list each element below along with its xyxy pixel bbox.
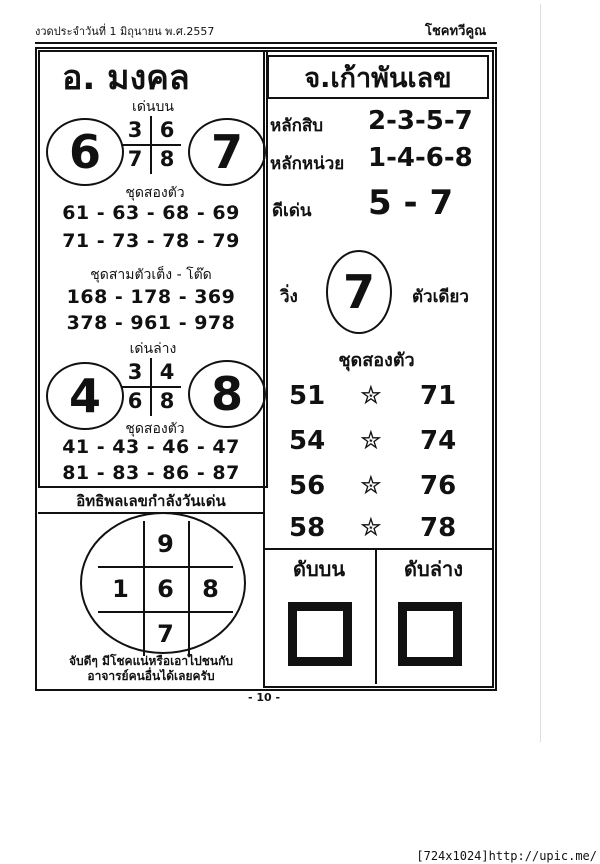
featured-digits: 5 - 7 xyxy=(368,183,454,223)
bottom-box-label: ดับล่าง xyxy=(404,557,463,581)
pair-label-1: ชุดสองตัว xyxy=(125,185,185,201)
page-number: - 10 - xyxy=(248,691,281,704)
star-icon: ✮ xyxy=(360,381,382,411)
lower-cross-grid xyxy=(121,358,181,416)
upper-cross-bl: 7 xyxy=(127,147,143,171)
pair-label-2: ชุดสองตัว xyxy=(125,421,185,437)
grid-right: 8 xyxy=(202,574,219,603)
star-pair-1-b: 71 xyxy=(420,381,457,411)
column-name: โชคทวีคูณ xyxy=(425,24,487,39)
triples-row-1: 168 - 178 - 369 xyxy=(66,286,236,308)
run-label: วิ่ง xyxy=(280,287,298,307)
star-icon: ✮ xyxy=(360,426,382,456)
star-pair-2-b: 74 xyxy=(420,426,457,456)
lower-cross-tr: 4 xyxy=(159,360,175,384)
grid-left: 1 xyxy=(112,574,129,603)
grid-top: 9 xyxy=(157,529,174,558)
grid-bottom: 7 xyxy=(157,619,174,648)
issue-date: งวดประจำวันที่ 1 มิถุนายน พ.ศ.2557 xyxy=(35,25,215,38)
lower-cross-tl: 3 xyxy=(127,360,143,384)
star-pair-1-a: 51 xyxy=(289,381,326,411)
right-pairs-label: ชุดสองตัว xyxy=(338,350,415,371)
pairs-2-row-2: 81 - 83 - 86 - 87 xyxy=(62,462,240,484)
star-pair-2-a: 54 xyxy=(289,426,326,456)
left-title: อ. มงคล xyxy=(62,58,190,98)
tens-label: หลักสิบ xyxy=(270,116,324,136)
pairs-1-row-1: 61 - 63 - 68 - 69 xyxy=(62,202,240,224)
influence-grid xyxy=(98,521,233,656)
bottom-box-square xyxy=(398,602,462,666)
star-pair-4-b: 78 xyxy=(420,513,457,543)
top-box-label: ดับบน xyxy=(292,557,346,581)
lower-big-left: 4 xyxy=(46,362,124,430)
lower-cross-bl: 6 xyxy=(127,389,143,413)
star-pair-3-b: 76 xyxy=(420,471,457,501)
lower-cross-br: 8 xyxy=(159,389,175,413)
upper-cross-tr: 6 xyxy=(159,118,175,142)
featured-label: ดีเด่น xyxy=(272,201,312,221)
lower-label: เด่นล่าง xyxy=(129,341,177,357)
units-digits: 1-4-6-8 xyxy=(368,143,473,173)
upper-label: เด่นบน xyxy=(132,99,174,115)
star-icon: ✮ xyxy=(360,471,382,501)
upper-cross-br: 8 xyxy=(159,147,175,171)
top-box-square xyxy=(288,602,352,666)
upper-cross-grid xyxy=(121,116,181,174)
single-label: ตัวเดียว xyxy=(412,287,469,307)
grid-center: 6 xyxy=(157,574,174,603)
upper-big-left: 6 xyxy=(46,118,124,186)
influence-title: อิทธิพลเลขกำลังวันเด่น xyxy=(76,492,226,510)
tens-digits: 2-3-5-7 xyxy=(368,106,473,136)
star-pair-4-a: 58 xyxy=(289,513,326,543)
header-rule xyxy=(35,42,497,44)
upper-big-right: 7 xyxy=(188,118,266,186)
upper-cross-tl: 3 xyxy=(127,118,143,142)
run-digit-circle: 7 xyxy=(326,250,392,334)
triple-label: ชุดสามตัวเต็ง - โต๊ด xyxy=(90,267,212,283)
star-pair-3-a: 56 xyxy=(289,471,326,501)
note-line-1: จับดีๆ มีโชคแน่หรือเอาไปชนกับ xyxy=(68,654,234,668)
units-label: หลักหน่วย xyxy=(270,154,345,174)
pairs-1-row-2: 71 - 73 - 78 - 79 xyxy=(62,230,240,252)
watermark-tag: [724x1024]http://upic.me/ xyxy=(413,848,600,864)
note-line-2: อาจารย์คนอื่นได้เลยครับ xyxy=(87,669,215,683)
right-title: จ.เก้าพันเลข xyxy=(267,55,489,99)
pairs-2-row-1: 41 - 43 - 46 - 47 xyxy=(62,436,240,458)
lower-big-right: 8 xyxy=(188,360,266,428)
star-icon: ✮ xyxy=(360,513,382,543)
triples-row-2: 378 - 961 - 978 xyxy=(66,312,236,334)
